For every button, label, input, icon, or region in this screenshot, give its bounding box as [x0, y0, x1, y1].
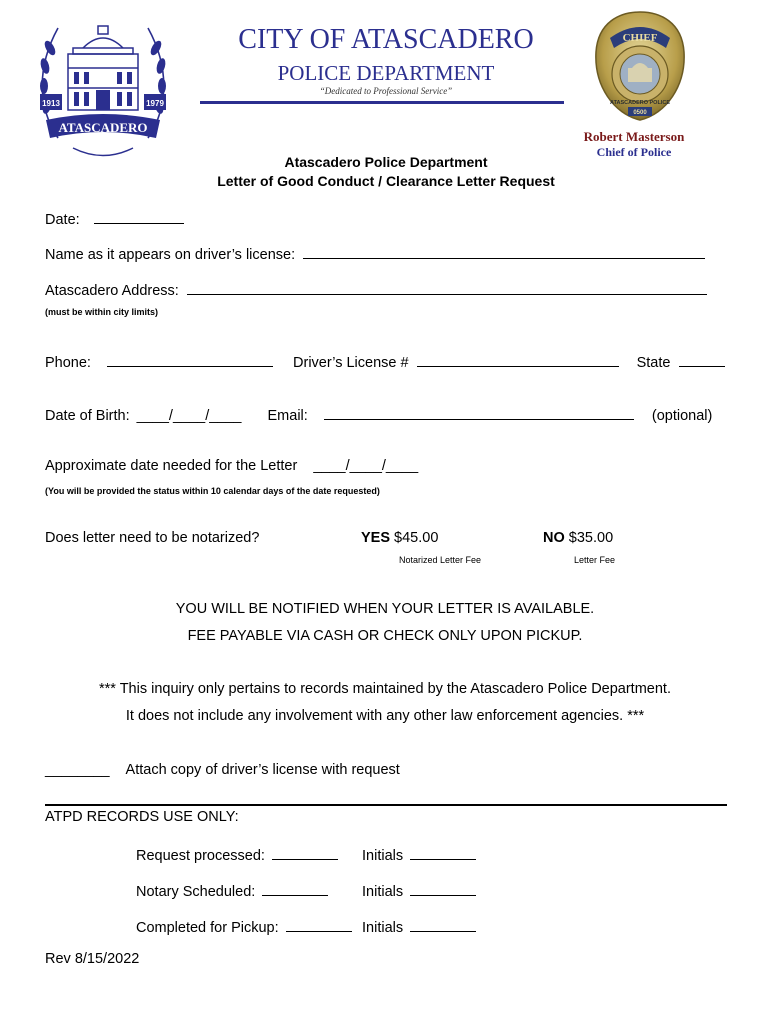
address-field[interactable] — [187, 280, 707, 295]
dob-label: Date of Birth: — [45, 408, 130, 424]
no-label: NO — [543, 530, 565, 546]
seal-name-text: ATASCADERO — [58, 120, 148, 135]
records-field[interactable] — [262, 881, 328, 896]
license-label: Driver’s License # — [293, 355, 409, 371]
state-field[interactable] — [679, 352, 725, 367]
name-label: Name as it appears on driver’s license: — [45, 247, 296, 263]
status-note: (You will be provided the status within 10 calendar days of the date requested) — [45, 486, 380, 496]
date-label: Date: — [45, 212, 80, 228]
city-seal-logo — [28, 8, 178, 168]
attach-checkbox-blank[interactable]: ________ — [45, 762, 110, 778]
dob-row — [45, 405, 735, 424]
yes-label: YES — [361, 530, 391, 546]
motto: “Dedicated to Professional Service” — [319, 86, 453, 96]
yes-price: $45.00 — [394, 530, 439, 546]
date-field[interactable] — [94, 209, 184, 224]
records-row-notary — [136, 881, 328, 900]
name-row — [45, 244, 705, 263]
name-field[interactable] — [303, 244, 705, 259]
dob-field[interactable]: ____/____/____ — [136, 408, 242, 424]
inquiry-notice-2: It does not include any involvement with any other law enforcement agencies. *** — [125, 708, 645, 724]
attach-row — [45, 762, 400, 778]
no-option[interactable] — [543, 530, 613, 546]
email-optional: (optional) — [651, 408, 713, 424]
phone-field[interactable] — [107, 352, 273, 367]
approx-date-field[interactable]: ____/____/____ — [313, 458, 419, 474]
chief-name: Robert Masterson — [583, 129, 685, 144]
records-heading: ATPD RECORDS USE ONLY: — [45, 809, 239, 825]
email-label: Email: — [267, 408, 308, 424]
inquiry-notice-1: *** This inquiry only pertains to records maintained by the Atascadero Police Department. — [99, 681, 671, 697]
initials-field[interactable] — [410, 845, 476, 860]
fee-notice: FEE PAYABLE VIA CASH OR CHECK ONLY UPON PICKUP. — [187, 628, 583, 644]
initials-field[interactable] — [410, 917, 476, 932]
attach-label: Attach copy of driver’s license with request — [125, 762, 400, 778]
date-row — [45, 209, 184, 228]
initials-label: Initials — [362, 920, 404, 936]
records-initials-pickup — [362, 917, 476, 936]
department-title: POLICE DEPARTMENT — [277, 61, 495, 85]
address-note: (must be within city limits) — [45, 307, 159, 317]
records-label: Notary Scheduled: — [136, 884, 256, 900]
phone-row — [45, 352, 735, 371]
initials-label: Initials — [362, 884, 404, 900]
records-divider — [45, 804, 727, 806]
address-row — [45, 280, 707, 299]
records-row-processed — [136, 845, 338, 864]
phone-label: Phone: — [45, 355, 91, 371]
no-price: $35.00 — [568, 530, 614, 546]
initials-label: Initials — [362, 848, 404, 864]
license-field[interactable] — [417, 352, 619, 367]
records-label: Request processed: — [136, 848, 265, 864]
chief-badge-logo — [590, 8, 690, 124]
chief-title: Chief of Police — [596, 145, 672, 159]
notify-notice: YOU WILL BE NOTIFIED WHEN YOUR LETTER IS AVAILABLE. — [175, 601, 595, 617]
records-field[interactable] — [272, 845, 338, 860]
city-title: CITY OF ATASCADERO — [238, 24, 534, 55]
header-rule — [200, 101, 564, 104]
approx-date-label: Approximate date needed for the Letter — [45, 458, 298, 474]
email-field[interactable] — [324, 405, 634, 420]
notarize-question: Does letter need to be notarized? — [45, 530, 260, 546]
yes-caption: Notarized Letter Fee — [399, 555, 482, 565]
no-caption: Letter Fee — [574, 555, 616, 565]
initials-field[interactable] — [410, 881, 476, 896]
yes-option[interactable] — [361, 530, 438, 546]
form-title-line2: Letter of Good Conduct / Clearance Letter Request — [217, 173, 555, 189]
badge-number: 0500 — [633, 110, 647, 116]
state-label: State — [636, 355, 671, 371]
revision-date: Rev 8/15/2022 — [45, 951, 140, 967]
records-field[interactable] — [286, 917, 352, 932]
records-initials-notary — [362, 881, 476, 900]
address-label: Atascadero Address: — [45, 283, 179, 299]
badge-ring-text: ATASCADERO POLICE — [610, 100, 670, 106]
badge-top-text: CHIEF — [622, 32, 658, 44]
seal-year-left: 1913 — [42, 99, 60, 108]
seal-year-right: 1979 — [146, 99, 164, 108]
approx-date-row — [45, 458, 418, 474]
records-initials-processed — [362, 845, 476, 864]
records-label: Completed for Pickup: — [136, 920, 279, 936]
form-title-line1: Atascadero Police Department — [284, 154, 488, 170]
records-row-pickup — [136, 917, 352, 936]
